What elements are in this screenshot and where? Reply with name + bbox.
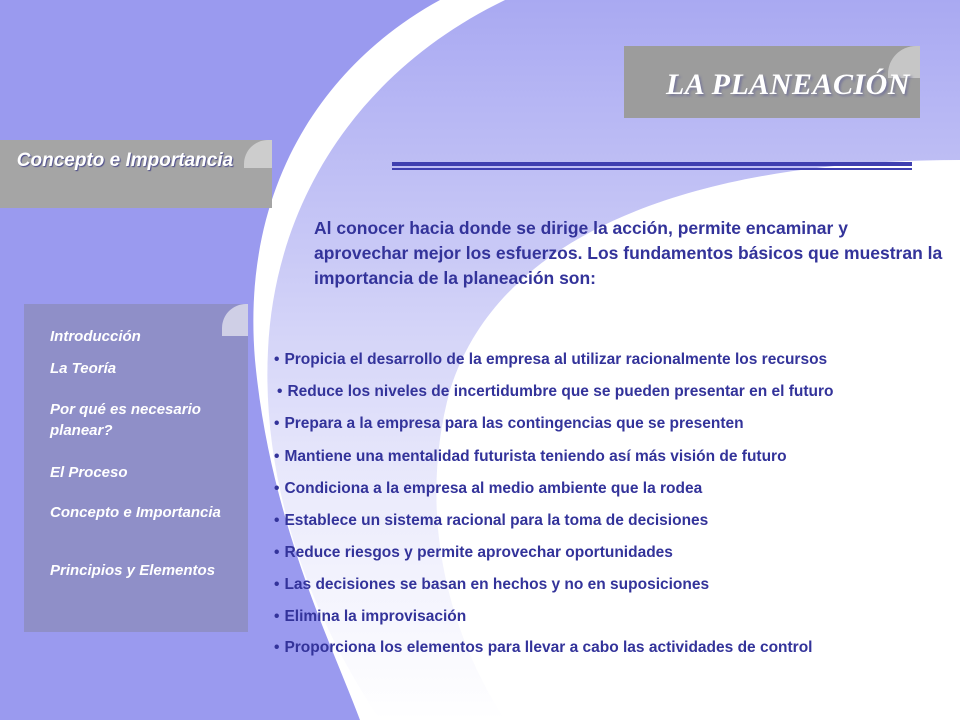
section-tab-label: Concepto e Importancia (16, 150, 234, 171)
nav-item-introduccion[interactable]: Introducción (50, 328, 141, 345)
bullet-icon: • (274, 639, 280, 656)
bullet-icon: • (274, 576, 280, 593)
nav-item-concepto-importancia[interactable]: Concepto e Importancia (50, 504, 221, 521)
list-item (277, 382, 834, 402)
list-item (274, 543, 673, 563)
list-item-text: Propicia el desarrollo de la empresa al utilizar racionalmente los recursos (284, 351, 828, 368)
bullet-icon: • (274, 480, 280, 497)
page-title: LA PLANEACIÓN (665, 68, 910, 101)
list-item-text: Prepara a la empresa para las contingencias que se presenten (284, 415, 744, 432)
list-item (274, 607, 466, 627)
bullet-icon: • (274, 351, 280, 368)
bullet-icon: • (274, 415, 280, 432)
list-item (274, 511, 708, 531)
list-item (274, 479, 702, 499)
intro-paragraph: Al conocer hacia donde se dirige la acción, permite encaminar y aprovechar mejor los esfuerzos. Los fundamentos básicos que muestran la importancia de la planeación son: (314, 218, 943, 288)
nav-panel (24, 304, 248, 632)
bullet-icon: • (274, 512, 280, 529)
section-tab (0, 140, 272, 208)
list-item-text: Las decisiones se basan en hechos y no en suposiciones (284, 576, 710, 593)
bullet-icon: • (274, 448, 280, 465)
list-item-text: Elimina la improvisación (284, 608, 467, 625)
title-box (624, 46, 920, 118)
nav-item-la-teoria[interactable]: La Teoría (50, 360, 117, 377)
list-item (274, 447, 787, 467)
title-underline-thick (392, 162, 912, 166)
list-item-text: Proporciona los elementos para llevar a cabo las actividades de control (284, 639, 813, 656)
list-item (274, 575, 709, 595)
list-item-text: Reduce los niveles de incertidumbre que se pueden presentar en el futuro (287, 383, 834, 400)
nav-item-el-proceso[interactable]: El Proceso (50, 464, 128, 481)
list-item-text: Condiciona a la empresa al medio ambiente que la rodea (284, 480, 703, 497)
bullet-icon: • (274, 544, 280, 561)
title-underline-thin (392, 168, 912, 170)
list-item (274, 414, 744, 434)
title-underline (392, 162, 912, 170)
bullet-icon: • (274, 608, 280, 625)
nav-item-por-que-planear[interactable]: Por qué es necesario planear? (50, 401, 201, 439)
list-item-text: Reduce riesgos y permite aprovechar oportunidades (284, 544, 673, 561)
list-item (274, 638, 813, 658)
list-item-text: Establece un sistema racional para la toma de decisiones (284, 512, 709, 529)
nav-item-principios-elementos[interactable]: Principios y Elementos (50, 562, 216, 579)
list-item (274, 350, 827, 370)
list-item-text: Mantiene una mentalidad futurista teniendo así más visión de futuro (284, 448, 787, 465)
bullet-icon: • (277, 383, 283, 400)
